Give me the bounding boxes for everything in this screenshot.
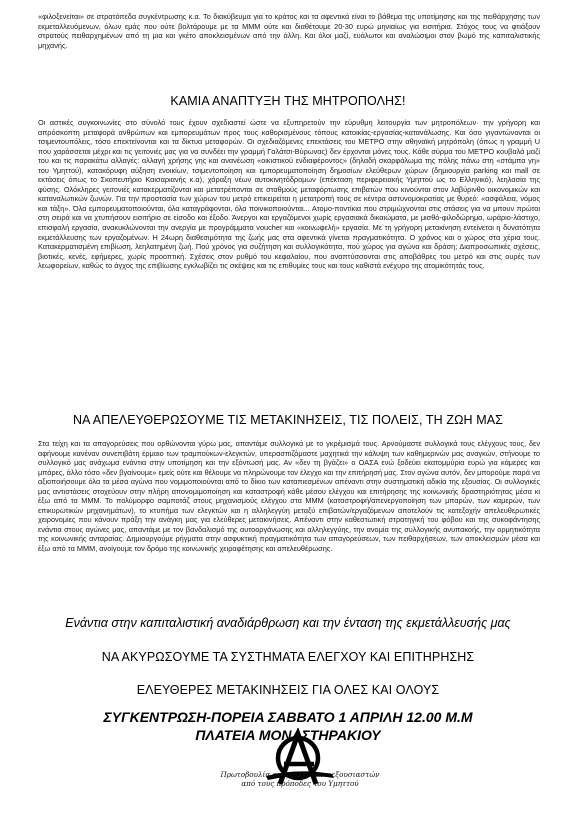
heading-no-metropolis-development: ΚΑΜΙΑ ΑΝΑΠΤΥΞΗ ΤΗΣ ΜΗΤΡΟΠΟΛΗΣ! [170,94,406,108]
signature-block [200,770,400,788]
slogan-free-movement: ΕΛΕΥΘΕΡΕΣ ΜΕΤΑΚΙΝΗΣΕΙΣ ΓΙΑ ΟΛΕΣ ΚΑΙ ΟΛΟΥΣ [136,683,440,697]
signature-line-1: Πρωτοβουλία αναρχικών-αντιεξουσιαστών [220,770,380,779]
collective-resistance-paragraph: Στα τείχη και τα απαγορεύσεις που ορθώνονται γύρω μας, απαντάμε συλλογικά με το γκρέμισμά τους. Αρνούμαστε συλλογικά τους ελέγχους τους, δεν αφήνουμε κανέναν συνεπιβάτη έρμαιο των τραμπούκων-ελεγκτών, υπερασπιζόμαστε μαχητικά την κάλυψη των καθημερινών μας αναγκών, στήνουμε το συλλογικό μας ανάχωμα ενάντια στην υποτίμηση και την εξόντωσή μας. Αν «δεν τη βγάζει» ο ΟΑΣΑ ενώ ξοδεύει εκατομμύρια ευρώ για κάμερες και μπάρες, άλλο τόσο «δεν βγαίνουμε» εμείς ούτε και θέλουμε να πληρώνουμε τον έλεγχο και την επιτήρησή μας. Στον αγώνα αυτόν, δεν μπορούμε παρά να αξιοποιήσουμε όλα τα μέσα αγώνα που νομιμοποιούνται από το δίκιο των καταπιεσμένων απέναντι στην συστηματική αδικία της εξουσίας. Οι συλλογικές μας αντιστάσεις στοχεύουν στην πλήρη απονομιμοποίηση και καταστροφή κάθε μέσου ελέγχου και επιτήρησης της κοινωνικής δραστηριότητας μέσα κι έξω από τα ΜΜΜ. Το πολύμορφο σαμποτάζ στους μηχανισμούς ελέγχου στα ΜΜΜ (καταστροφή/απενεργοποίηση των μπαρών, των καμερών, των επικυρωτικών μηχανημάτων), το κτυπήμα των ελεγκτών και η αλληλεγγύη μεταξύ επιβατών/εργαζόμενων αποτελούν τις κατεξοχήν απελευθερωτικές χειρονομίες που κάνουν πράξη την ανάγκη μας για ελεύθερες μετακινήσεις. Απέναντι στην καθεστωτική στρατηγική του φόβου και της συκοφάντησης ενάντια στους αγώνες μας, απαντάμε με τον βανδαλισμό της αυτοοργάνωσης και αλληλεγγύης, την ανομία της συλλογικής ανυπακοής, την ορμητικότητα της κοινωνικής ανταρσίας. Δημιουργούμε ρήγματα στην ασφυκτική πραγματικότητα των απαγορεύσεων, των πειθαρχήσεων, των αποκλεισμών μέσα και έξω από τα ΜΜΜ, ανοίγουμε τον δρόμο της κοινωνικής χειραφέτησης και απελευθέρωσης. [38,439,540,554]
event-location: ΠΛΑΤΕΙΑ ΜΟΝΑΣΤΗΡΑΚΙΟΥ [195,727,381,743]
slogan-against-restructuring: Ενάντια στην καπιταλιστική αναδιάρθρωση και την ένταση της εκμετάλλευσής μας [65,616,511,630]
event-date-time: ΣΥΓΚΕΝΤΡΩΣΗ-ΠΟΡΕΙΑ ΣΑΒΒΑΤΟ 1 ΑΠΡΙΛΗ 12.00 Μ.Μ [103,709,473,725]
heading-liberate-movements: ΝΑ ΑΠΕΛΕΥΘΕΡΩΣΟΥΜΕ ΤΙΣ ΜΕΤΑΚΙΝΗΣΕΙΣ, ΤΙΣ ΠΟΛΕΙΣ, ΤΗ ΖΩΗ ΜΑΣ [73,413,503,427]
intro-paragraph: «φιλοξενείται» σε στρατόπεδα συγκέντρωσης κ.α. Το διακύβευμα για το κράτος και τα αφεντικά είναι το βάθεμα της υποτίμησης και της πειθάρχησης των εκμεταλλευόμενων, όλων εμάς που ούτε βολτάρουμε με τα ΜΜΜ ούτε και διαθέτουμε 20-30 ευρώ μηνιαίως για εισιτήρια. Στόχος τους να φτιάξουν στρατούς πειθαρχημένων από τη μια και γκέτο αποκλεισμένων από την άλλη. Και όλοι μαζί, ευάλωτοι και αναλώσιμοι στον βωμό της καπιταλιστικής μηχανής. [38,12,540,50]
circle-a-anarchy-icon [258,728,338,808]
signature-line-2: από τους πρόποδες του Υμηττού [241,779,359,788]
slogan-abolish-surveillance: ΝΑ ΑΚΥΡΩΣΟΥΜΕ ΤΑ ΣΥΣΤΗΜΑΤΑ ΕΛΕΓΧΟΥ ΚΑΙ ΕΠΙΤΗΡΗΣΗΣ [101,650,475,664]
metro-expansion-paragraph: Οι αστικές συγκοινωνίες στο σύνολό τους έχουν σχεδιαστεί ώστε να εξυπηρετούν την εύρυθμη λειτουργία των μητροπόλεων· την γρήγορη και απρόσκοπτη μεταφορά ανθρώπων και εμπορευμάτων προς τους καθορισμένους τόπους κατοικίας-εργασίας-κατανάλωσης. Και όσο γιγαντώνονται οι τσιμεντουπόλεις, τόσο επεκτείνονται και τα δίκτυα μεταφορών. Οι σχεδιαζόμενες επεκτάσεις του ΜΕΤΡΟ στην αθηναϊκή μητρόπολη (όπως η γραμμή U που χαράσσεται μέχρι και τις γειτονιές μας για να συνδέει την γραμμή Γαλάτσι-Βύρωνας) δεν έρχονται μόνες τους. Κάθε σύρμα του ΜΕΤΡΟ κουβαλά μαζί του και τις παρακάτω αλλαγές: αλλαγή χρήσης γης και ανανέωση «οικιστικού ενδιαφέροντος» (δηλαδή σκαρφάλωμα της πόλης πάνω στη «στάμπα γη» του Υμηττού), κατακόρυφη αύξηση ενοικίων, τσιμεντοποίηση και εμπορευματοποίηση δημοσίων ελεύθερων χώρων (δημιουργία parking και mall σε εκτάσεις όπως το Σκοπευτήριο Καισαριανής κ.α), χάραξη νέων αυτοκινητόδρομων (επέκταση περιφερειακής Υμηττού ως το Ελληνικό), λεηλασία της φύσης. Ολόκληρες γειτονιές κατακερματίζονται και μετατρέπονται σε σταθμούς μεταφόρτωσης επιβατών που κινούνται στον λαβύρινθο οικονομικών και καταναλωτικών ζωνών. Για την προστασία των χώρων του μετρό επικειρείται η μετατροπή τους σε κέντρα αστυνομοκρατίας με θυρεό: «ασφάλεια, νόμος και τάξη». Όλα εμπορευματοποιούνται, όλα καταγράφονται, όλα ποινικοποιούνται... Ατομο-ποντίκια που στριμώχνονται στις στάσεις για να μπουν πρώτοι στη σειρά και να χτυπήσουν εισιτήριο σε είσοδο και έξοδο. Άνεργοι και εργαζόμενοι χωρίς εργασιακά δικαιώματα, με μισθό-φιλοδώρημα, ωράριο-λάστιχο, επισφαλή εργασία, ανακυκλώνονται την ανεργία με προγράμματα voucher και «κοινωφελή» εργασία. Με τη γρήγορη μετακίνηση εντείνεται η δυνατότητα εκμετάλλευσης των εργαζομένων. Η 24ωρη διαθεσιμότητα της ζωής μας στα αφεντικά γίνεται πραγματικότητα. Ο χρόνος και ο χώρος στα χέρια τους. Κατακερματισμένη επιβίωση, λεηλατημένη ζωή. Πού χρόνος για συζήτηση και συλλογικότητα, πού χώρος για αγώνα και δράση; Διαπροσωπικές σχέσεις, βιοτικές, κενές, εφήμερες, χωρίς προοπτική. Σχέσεις στον ρυθμό του κεφαλαίου, που αναπτύσσονται στις αποβάθρες του μετρό και στις ουρές των λεωφορείων, καθώς το άγχος της επιβίωσης εγκλωβίζει τις σκέψεις και τις επιθυμίες τους και τους καθιστά ενέχυρο της ατομικότητάς τους. [38,118,540,271]
